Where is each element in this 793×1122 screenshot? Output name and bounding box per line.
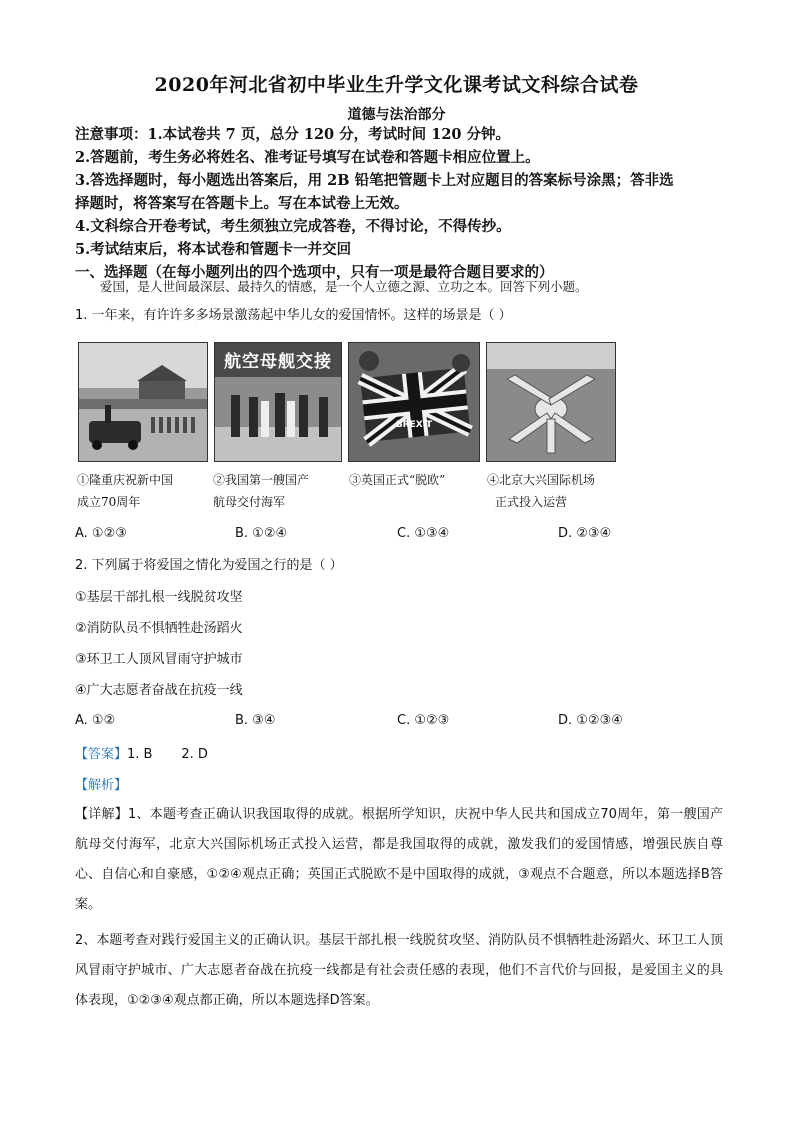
question-2-stem: 2. 下列属于将爱国之情化为爱国之行的是（ ） xyxy=(75,558,343,573)
carrier-sign-text: 航空母舰交接 xyxy=(224,352,332,372)
caption-4 xyxy=(487,469,595,513)
q1-option-c: C. ①③④ xyxy=(397,526,450,541)
answer-label: 【答案】 xyxy=(75,747,128,762)
q2-option-d: D. ①②③④ xyxy=(558,713,623,728)
brexit-flag-text: BREXIT xyxy=(395,420,433,430)
detail-paragraph-1 xyxy=(75,800,723,920)
caption-4-line-2: 正式投入运营 xyxy=(495,495,568,509)
question-intro: 爱国，是人世间最深层、最持久的情感，是一个人立德之源、立功之本。回答下列小题。 xyxy=(100,279,588,294)
caption-3 xyxy=(349,469,445,491)
photo-carrier-handover xyxy=(214,342,342,462)
caption-2-line-2: 航母交付海军 xyxy=(213,495,286,509)
q2-item-2: ②消防队员不惧牺牲赴汤蹈火 xyxy=(75,621,243,636)
q2-item-3: ③环卫工人顶风冒雨守护城市 xyxy=(75,652,243,667)
photo-parade xyxy=(78,342,208,462)
answer-line xyxy=(75,745,725,765)
q1-option-b: B. ①②④ xyxy=(235,526,288,541)
analysis-label: 【解析】 xyxy=(75,778,128,793)
q1-option-d: D. ②③④ xyxy=(558,526,612,541)
note-line-1: 注意事项：1.本试卷共 7 页，总分 120 分，考试时间 120 分钟。 xyxy=(75,126,511,143)
photo-brexit-flag xyxy=(348,342,480,462)
q2-option-a: A. ①② xyxy=(75,713,116,728)
caption-3-line-1: ③英国正式“脱欧” xyxy=(349,473,446,487)
question-1-stem: 1. 一年来，有许许多多场景激荡起中华儿女的爱国情怀。这样的场景是（ ） xyxy=(75,308,512,323)
caption-2 xyxy=(213,469,309,513)
caption-1 xyxy=(77,469,173,513)
detail-text-1: 1、本题考查正确认识我国取得的成就。根据所学知识，庆祝中华人民共和国成立70周年，第一艘国产航母交付海军，北京大兴国际机场正式投入运营，都是我国取得的成就，激发我们的爱国情感，增强民族自尊心、自信心和自豪感，①②④观点正确；英国正式脱欧不是中国取得的成就，③观点不合题意，所以本题选择B答案。 xyxy=(75,807,723,912)
q2-item-1: ①基层干部扎根一线脱贫攻坚 xyxy=(75,590,243,605)
caption-4-line-1: ④北京大兴国际机场 xyxy=(487,473,596,487)
section-heading: 一、选择题（在每小题列出的四个选项中，只有一项是最符合题目要求的） xyxy=(75,264,554,281)
note-line-5: 4.文科综合开卷考试，考生须独立完成答卷，不得讨论，不得传抄。 xyxy=(75,218,511,235)
exam-title: 2020年河北省初中毕业生升学文化课考试文科综合试卷 xyxy=(154,74,639,96)
q2-option-b: B. ③④ xyxy=(235,713,276,728)
detail-label: 【详解】 xyxy=(75,807,129,822)
caption-2-line-1: ②我国第一艘国产 xyxy=(213,473,310,487)
note-line-2: 2.答题前，考生务必将姓名、准考证号填写在试卷和答题卡相应位置上。 xyxy=(75,149,540,166)
q2-item-4: ④广大志愿者奋战在抗疫一线 xyxy=(75,683,243,698)
q1-option-a: A. ①②③ xyxy=(75,526,127,541)
caption-1-line-2: 成立70周年 xyxy=(77,495,141,509)
answer-text: 1. B 2. D xyxy=(127,747,208,762)
photo-daxing-airport xyxy=(486,342,616,462)
note-line-3: 3.答选择题时，每小题选出答案后，用 2B 铅笔把管题卡上对应题目的答案标号涂黑；答非选 xyxy=(75,172,674,189)
note-line-4: 择题时，将答案写在答题卡上。写在本试卷上无效。 xyxy=(75,195,409,212)
detail-paragraph-2: 2、本题考查对践行爱国主义的正确认识。基层干部扎根一线脱贫攻坚、消防队员不惧牺牲赴汤蹈火、环卫工人顶风冒雨守护城市、广大志愿者奋战在抗疫一线都是有社会责任感的表现，他们不言代价与回报，是爱国主义的具体表现，①②③④观点都正确，所以本题选择D答案。 xyxy=(75,933,723,1008)
caption-1-line-1: ①隆重庆祝新中国 xyxy=(77,473,174,487)
q2-option-c: C. ①②③ xyxy=(397,713,450,728)
note-line-6: 5.考试结束后，将本试卷和管题卡一并交回 xyxy=(75,241,352,258)
section-subtitle: 道德与法治部分 xyxy=(347,107,446,123)
